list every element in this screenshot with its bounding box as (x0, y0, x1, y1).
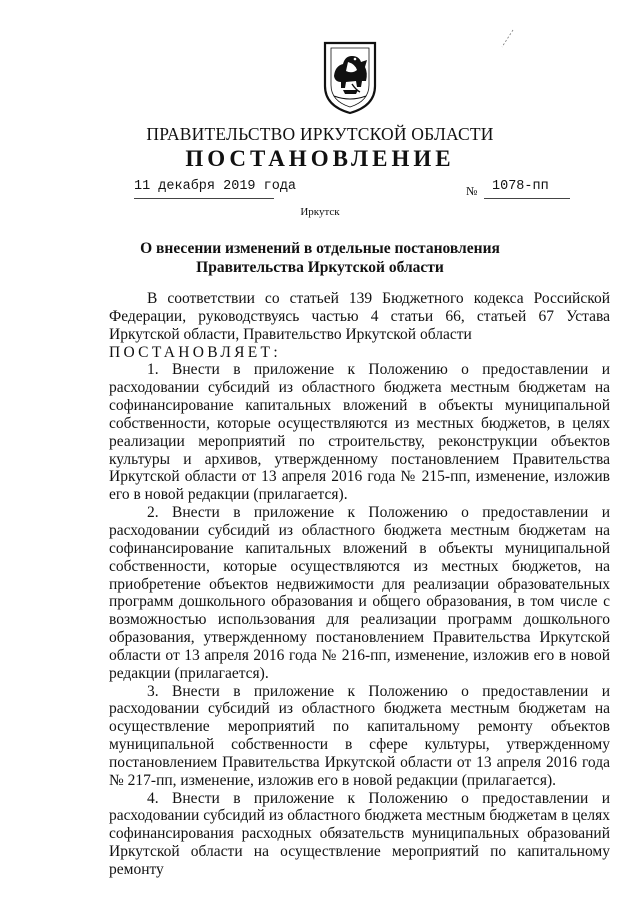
item-2 (109, 504, 610, 682)
resolves-heading: ПОСТАНОВЛЯЕТ: (109, 343, 281, 361)
number-sign: № (466, 184, 478, 198)
item-1 (109, 361, 610, 504)
item-4 (109, 790, 610, 879)
government-name: ПРАВИТЕЛЬСТВО ИРКУТСКОЙ ОБЛАСТИ (146, 124, 494, 144)
item-3 (109, 683, 610, 790)
document-body (109, 290, 610, 879)
document-type: ПОСТАНОВЛЕНИЕ (185, 146, 455, 171)
preamble: В соответствии со статьей 139 Бюджетного кодекса Российской Федерации, руководствуясь частью 4 статьи 66, статьей 67 Устава Иркутской области, Правительство Иркутской области (109, 290, 610, 343)
title-line-2: Правительства Иркутской области (196, 259, 444, 276)
item-number: 2. (147, 504, 159, 522)
item-number: 4. (147, 789, 159, 807)
coat-of-arms-icon (322, 40, 378, 116)
document-number: 1078-пп (492, 179, 549, 194)
item-text: Внести в приложение к Положению о предоставлении и расходовании субсидий из областного бюджета местным бюджетам на софинансирование капитальных вложений в объекты муниципальной собственности, которые осуществляются из местных бюджетов, на приобретение объектов недвижимости для реализации образовательных программ дошкольного образования и общего образования, в том числе с возможностью использования для реализации программ дошкольного образования, утвержденному постановлением Правительства Иркутской области от 13 апреля 2016 года № 216-пп, изменение, изложив его в новой редакции (прилагается). (109, 504, 610, 682)
item-text: Внести в приложение к Положению о предоставлении и расходовании субсидий из областного бюджета местным бюджетам на осуществление мероприятий по капитальному ремонту объектов муниципальной собственности в сфере культуры, утвержденному постановлением Правительства Иркутской области от 13 апреля 2016 года № 217-пп, изменение, изложив его в новой редакции (прилагается). (109, 682, 610, 789)
document-title (0, 239, 640, 277)
item-number: 3. (147, 682, 159, 700)
title-line-1: О внесении изменений в отдельные постановления (140, 240, 500, 257)
item-text: Внести в приложение к Положению о предоставлении и расходовании субсидий из областного бюджета местным бюджетам на софинансирование капитальных вложений в объекты муниципальной собственности, которые осуществляются из местных бюджетов, в целях реализации мероприятий по строительству, реконструкции объектов культуры и архивов, утвержденному постановлением Правительства Иркутской области от 13 апреля 2016 года № 215-пп, изменение, изложив его в новой редакции (прилагается). (109, 361, 610, 504)
pen-mark (497, 28, 517, 50)
item-number: 1. (147, 361, 159, 379)
item-text: Внести в приложение к Положению о предоставлении и расходовании субсидий из областного бюджета местным бюджетам в целях софинансирования расходных обязательств муниципальных образований Иркутской области на осуществление мероприятий по капитальному ремонту (109, 789, 610, 878)
document-date: 11 декабря 2019 года (134, 179, 297, 194)
city: Иркутск (300, 206, 340, 218)
